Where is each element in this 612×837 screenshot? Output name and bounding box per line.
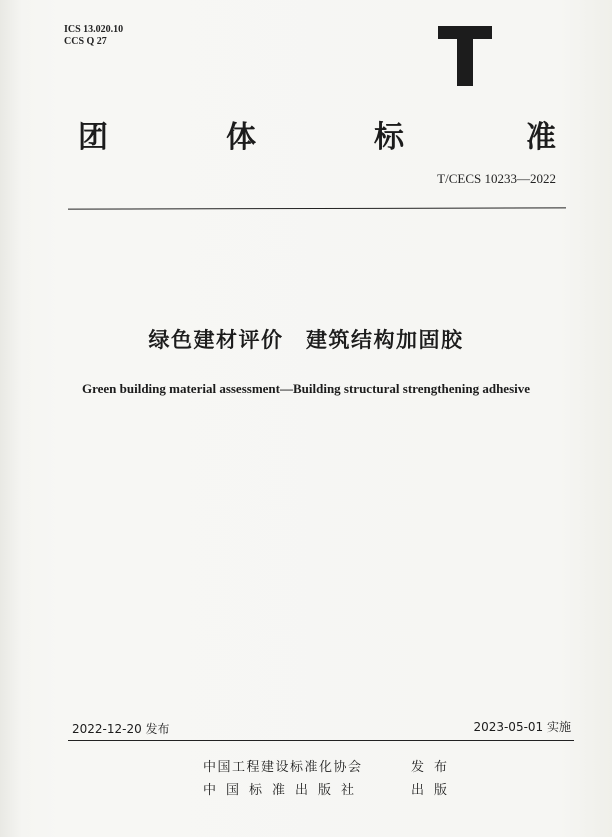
classification-codes xyxy=(64,24,123,48)
standard-number: T/CECS 10233—2022 xyxy=(437,171,556,186)
doc-type-char: 团 xyxy=(78,120,108,155)
publisher-org: 中国工程建设标准化协会 xyxy=(203,760,363,775)
publisher-line xyxy=(203,756,463,774)
t-logo-icon xyxy=(438,26,492,86)
publisher-org: 中国标准出版社 xyxy=(203,783,365,798)
document-type xyxy=(78,112,558,155)
publisher-role: 出版 xyxy=(411,783,458,798)
bottom-divider xyxy=(68,740,574,741)
implementation-date: 2023-05-01 实施 xyxy=(473,720,571,734)
title-english: Green building material assessment—Building structural strengthening adhesive xyxy=(81,381,531,396)
ics-code: ICS 13.020.10 xyxy=(64,24,124,35)
publisher-line xyxy=(203,779,463,797)
doc-type-char: 标 xyxy=(374,120,404,155)
publisher-role: 发布 xyxy=(411,760,458,775)
doc-type-char: 准 xyxy=(526,120,556,155)
doc-type-char: 体 xyxy=(226,120,256,155)
issue-date: 2022-12-20 发布 xyxy=(72,722,170,736)
ccs-code: CCS Q 27 xyxy=(64,36,107,47)
title-chinese: 绿色建材评价 建筑结构加固胶 xyxy=(148,328,464,352)
top-divider xyxy=(68,207,566,209)
